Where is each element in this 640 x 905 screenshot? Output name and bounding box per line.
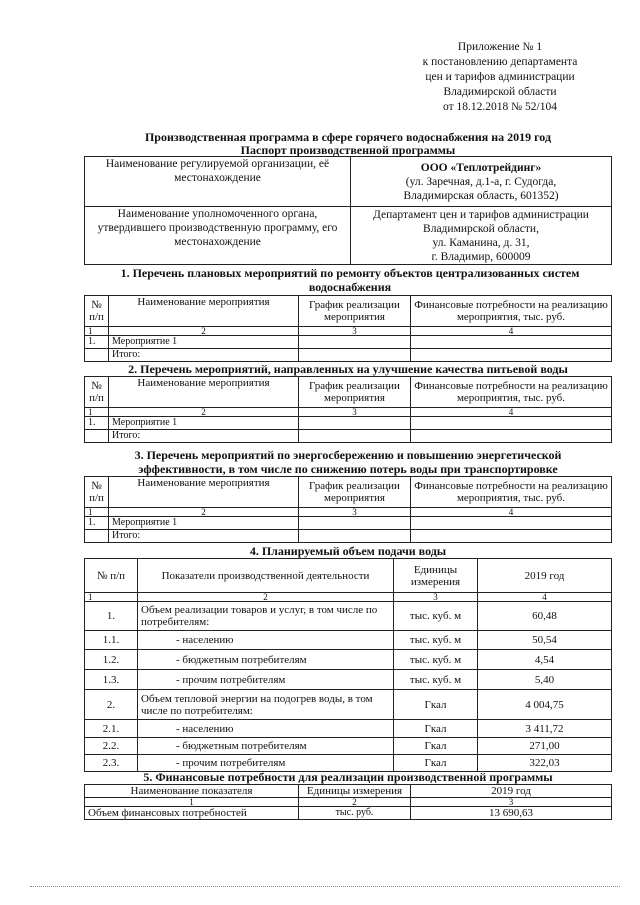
table-row	[85, 417, 612, 430]
col-no: № п/п	[85, 477, 109, 508]
volume-table	[84, 558, 612, 772]
cell-empty	[411, 349, 612, 362]
col-num: 1	[85, 593, 138, 602]
row-indicator: Объем реализации товаров и услуг, в том числе по потребителям:	[138, 602, 394, 631]
scan-artifact-line	[30, 886, 620, 887]
row-no: 2.3.	[85, 755, 138, 772]
table-header-row	[85, 296, 612, 327]
table-row	[85, 517, 612, 530]
total-label: Итого:	[109, 349, 299, 362]
col-num: 3	[411, 798, 612, 807]
column-numbers-row	[85, 327, 612, 336]
column-numbers-row	[85, 408, 612, 417]
row-units: тыс. куб. м	[394, 631, 478, 650]
col-num: 1	[85, 408, 109, 417]
row-name: Мероприятие 1	[109, 417, 299, 430]
address-line: Департамент цен и тарифов администрации	[373, 208, 589, 221]
row-indicator: - населению	[138, 631, 394, 650]
table-header-row	[85, 477, 612, 508]
passport-title: Паспорт производственной программы	[240, 143, 456, 157]
heading-line: 3. Перечень мероприятий по энергосбережению и повышению энергетической	[134, 448, 562, 462]
col-num: 2	[138, 593, 394, 602]
row-value: 322,03	[478, 755, 612, 772]
organization-name: ООО «Теплотрейдинг»	[420, 161, 542, 174]
cell-empty	[299, 530, 411, 543]
row-no: 1.1.	[85, 631, 138, 650]
cell-empty	[411, 517, 612, 530]
table-row	[85, 720, 612, 738]
col-no: № п/п	[85, 296, 109, 327]
address-line: Владимирской области,	[423, 222, 539, 235]
table-row	[85, 670, 612, 690]
table-row	[85, 650, 612, 670]
row-name: Мероприятие 1	[109, 517, 299, 530]
col-name: Наименование мероприятия	[109, 477, 299, 508]
table-row	[85, 207, 612, 265]
row-no: 2.2.	[85, 738, 138, 755]
table-header-row	[85, 377, 612, 408]
table-row	[85, 157, 612, 207]
col-indicator: Наименование показателя	[85, 785, 299, 798]
col-schedule: График реализации мероприятия	[299, 477, 411, 508]
row-no: 1.	[85, 602, 138, 631]
col-num: 1	[85, 327, 109, 336]
heading-line: эффективности, в том числе по снижению потерь воды при транспортировке	[138, 462, 558, 476]
passport-value	[351, 207, 612, 265]
row-no: 1.	[85, 417, 109, 430]
row-value: 60,48	[478, 602, 612, 631]
total-label: Итого:	[109, 430, 299, 443]
row-value: 5,40	[478, 670, 612, 690]
col-schedule: График реализации мероприятия	[299, 377, 411, 408]
col-num: 3	[394, 593, 478, 602]
row-units: Гкал	[394, 690, 478, 720]
total-row	[85, 349, 612, 362]
document-title: Производственная программа в сфере горячего водоснабжения на 2019 год	[144, 130, 552, 144]
row-units: Гкал	[394, 720, 478, 738]
row-indicator: - бюджетным потребителям	[138, 738, 394, 755]
row-units: тыс. руб.	[299, 807, 411, 820]
passport-value	[351, 157, 612, 207]
row-units: Гкал	[394, 738, 478, 755]
row-no: 1.3.	[85, 670, 138, 690]
col-finance: Финансовые потребности на реализацию мероприятия, тыс. руб.	[411, 477, 612, 508]
section-1-heading: 1. Перечень плановых мероприятий по ремонту объектов централизованных систем водоснабжения	[120, 266, 580, 294]
row-value: 13 690,63	[411, 807, 612, 820]
passport-label: Наименование регулируемой организации, её местонахождение	[85, 157, 351, 207]
section-2-heading: 2. Перечень мероприятий, направленных на улучшение качества питьевой воды	[128, 362, 568, 376]
passport-table	[84, 156, 612, 265]
col-schedule: График реализации мероприятия	[299, 296, 411, 327]
total-row	[85, 430, 612, 443]
passport-label: Наименование уполномоченного органа, утвердившего производственную программу, его местонахождение	[85, 207, 351, 265]
col-num: 4	[411, 327, 612, 336]
row-no: 1.	[85, 517, 109, 530]
row-value: 4 004,75	[478, 690, 612, 720]
address-line: Владимирская область, 601352)	[403, 189, 559, 202]
row-no: 2.	[85, 690, 138, 720]
cell-empty	[411, 430, 612, 443]
col-num: 4	[478, 593, 612, 602]
cell-empty	[299, 349, 411, 362]
col-num: 1	[85, 508, 109, 517]
row-name: Мероприятие 1	[109, 336, 299, 349]
row-value: 4,54	[478, 650, 612, 670]
row-no: 1.	[85, 336, 109, 349]
cell-empty	[299, 336, 411, 349]
address-line: (ул. Заречная, д.1-а, г. Судогда,	[405, 175, 557, 188]
table-header-row	[85, 559, 612, 593]
col-num: 1	[85, 798, 299, 807]
col-num: 3	[299, 508, 411, 517]
row-indicator: - населению	[138, 720, 394, 738]
cell-empty	[85, 530, 109, 543]
section-5-heading: 5. Финансовые потребности для реализации производственной программы	[143, 770, 553, 784]
column-numbers-row	[85, 593, 612, 602]
cell-empty	[299, 417, 411, 430]
col-name: Наименование мероприятия	[109, 377, 299, 408]
row-value: 50,54	[478, 631, 612, 650]
table-header-row	[85, 785, 612, 798]
col-year: 2019 год	[478, 559, 612, 593]
section-4-heading: 4. Планируемый объем подачи воды	[249, 544, 447, 558]
section-3-heading	[84, 448, 612, 476]
row-no: 1.2.	[85, 650, 138, 670]
cell-empty	[85, 349, 109, 362]
address-line: ул. Каманина, д. 31,	[432, 236, 530, 249]
header-line: от 18.12.2018 № 52/104	[443, 101, 557, 113]
header-line: цен и тарифов администрации	[425, 71, 575, 83]
column-numbers-row	[85, 798, 612, 807]
total-row	[85, 530, 612, 543]
row-indicator: Объем финансовых потребностей	[85, 807, 299, 820]
col-num: 4	[411, 508, 612, 517]
table-row	[85, 336, 612, 349]
total-label: Итого:	[109, 530, 299, 543]
col-num: 2	[109, 327, 299, 336]
cell-empty	[299, 517, 411, 530]
table-row	[85, 738, 612, 755]
row-units: тыс. куб. м	[394, 650, 478, 670]
address-line: г. Владимир, 600009	[431, 250, 531, 263]
header-line: к постановлению департамента	[422, 56, 578, 68]
col-num: 3	[299, 327, 411, 336]
measures-table-2	[84, 376, 612, 443]
table-row	[85, 755, 612, 772]
table-row	[85, 631, 612, 650]
col-no: № п/п	[85, 559, 138, 593]
row-indicator: - бюджетным потребителям	[138, 650, 394, 670]
row-value: 3 411,72	[478, 720, 612, 738]
col-num: 4	[411, 408, 612, 417]
table-row	[85, 807, 612, 820]
row-units: тыс. куб. м	[394, 602, 478, 631]
col-finance: Финансовые потребности на реализацию мероприятия, тыс. руб.	[411, 296, 612, 327]
cell-empty	[411, 336, 612, 349]
col-num: 2	[109, 508, 299, 517]
table-row	[85, 602, 612, 631]
col-no: № п/п	[85, 377, 109, 408]
cell-empty	[411, 417, 612, 430]
row-indicator: - прочим потребителям	[138, 670, 394, 690]
header-line: Приложение № 1	[457, 41, 543, 53]
header-line: Владимирской области	[443, 86, 557, 98]
col-indicator: Показатели производственной деятельности	[138, 559, 394, 593]
col-units: Единицы измерения	[394, 559, 478, 593]
col-num: 3	[299, 408, 411, 417]
finance-table	[84, 784, 612, 820]
col-finance: Финансовые потребности на реализацию мероприятия, тыс. руб.	[411, 377, 612, 408]
appendix-header	[405, 40, 595, 115]
cell-empty	[85, 430, 109, 443]
measures-table-3	[84, 476, 612, 543]
row-indicator: - прочим потребителям	[138, 755, 394, 772]
col-name: Наименование мероприятия	[109, 296, 299, 327]
row-units: Гкал	[394, 755, 478, 772]
col-units: Единицы измерения	[299, 785, 411, 798]
measures-table-1	[84, 295, 612, 362]
cell-empty	[411, 530, 612, 543]
cell-empty	[299, 430, 411, 443]
col-num: 2	[109, 408, 299, 417]
row-value: 271,00	[478, 738, 612, 755]
row-indicator: Объем тепловой энергии на подогрев воды, в том числе по потребителям:	[138, 690, 394, 720]
column-numbers-row	[85, 508, 612, 517]
col-year: 2019 год	[411, 785, 612, 798]
table-row	[85, 690, 612, 720]
row-units: тыс. куб. м	[394, 670, 478, 690]
row-no: 2.1.	[85, 720, 138, 738]
col-num: 2	[299, 798, 411, 807]
